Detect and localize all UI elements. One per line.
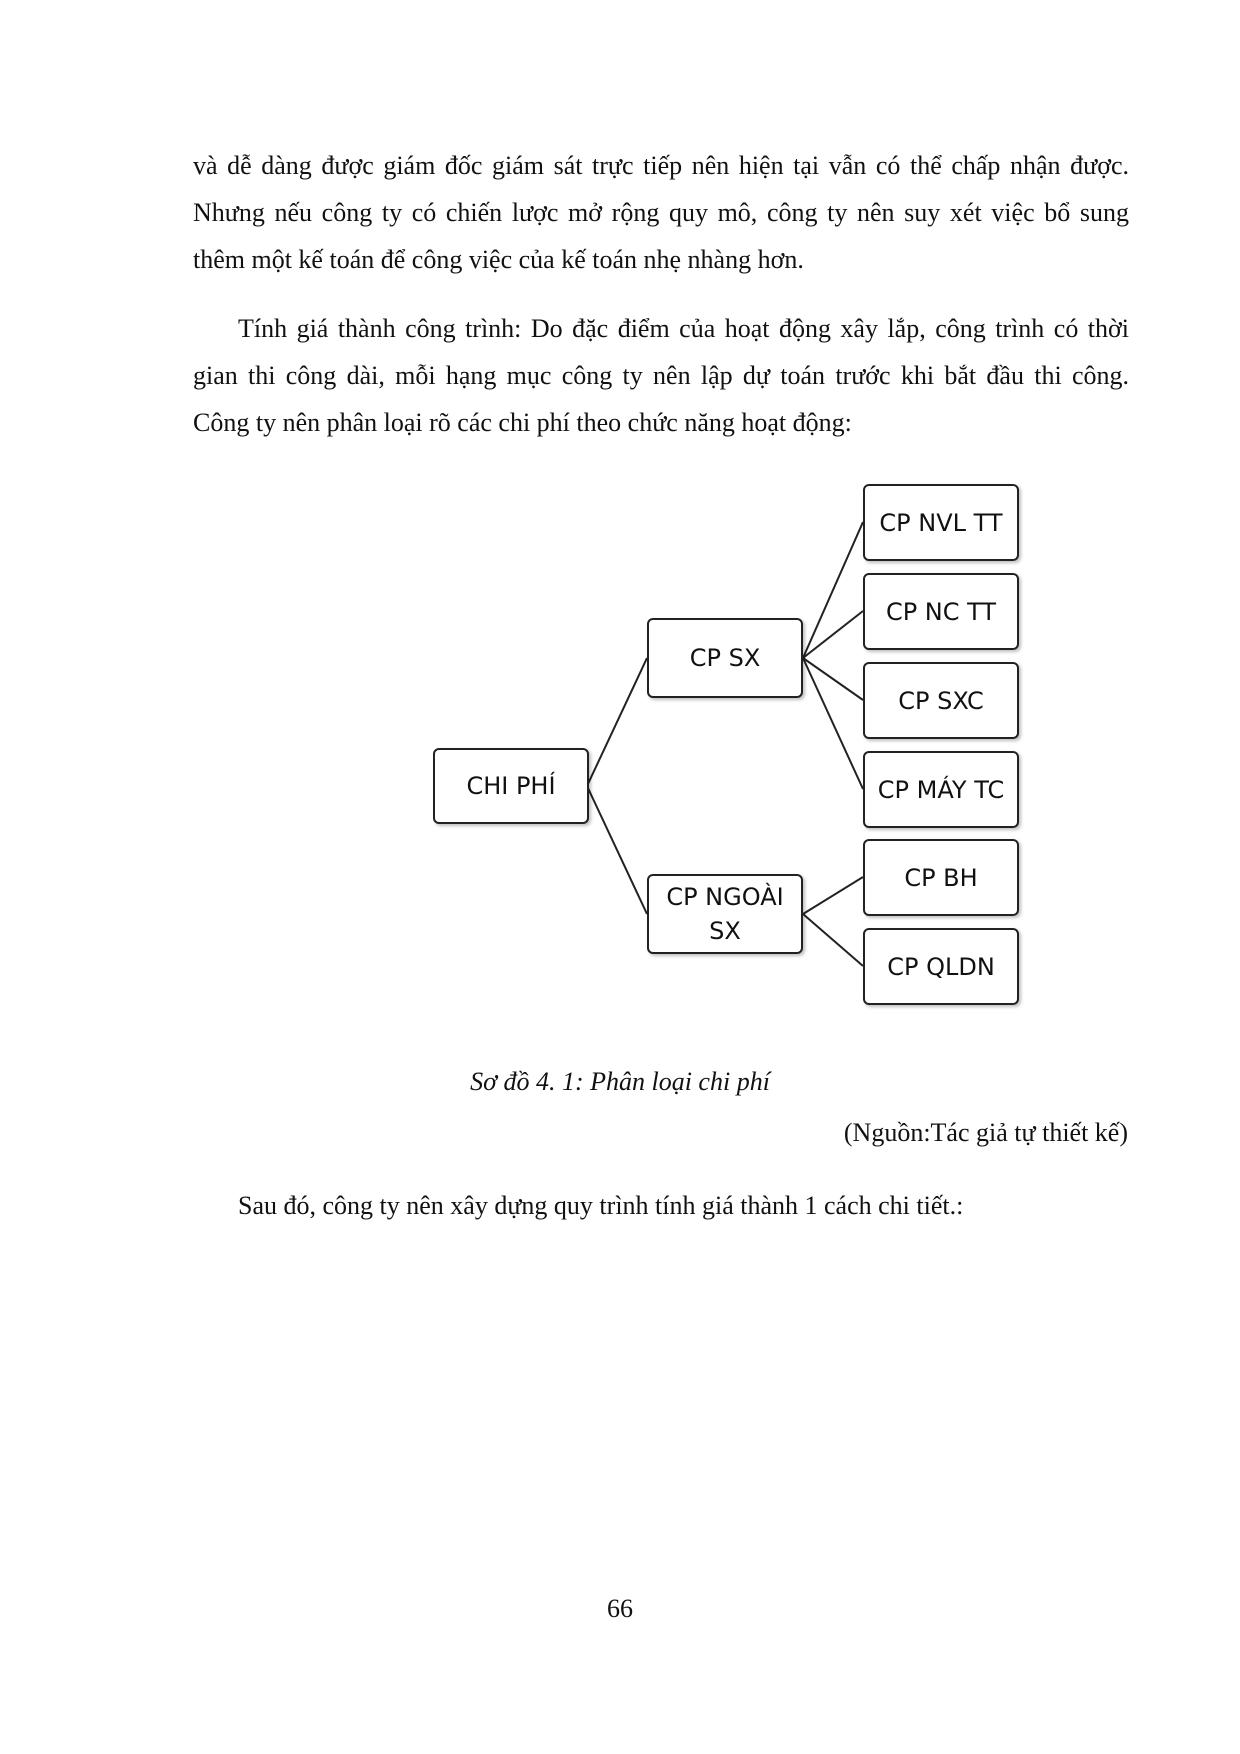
paragraph-cost-calculation (193, 305, 1129, 446)
node-chi-phi: CHI PHÍ (433, 748, 589, 824)
paragraph-accounting-staff (193, 142, 1129, 283)
node-cp-sx: CP SX (647, 618, 803, 698)
connector-line (587, 658, 647, 786)
paragraph-line: và dễ dàng được giám đốc giám sát trực tiếp nên hiện tại vẫn có thể chấp nhận được. (193, 151, 1129, 180)
node-cp-sxc: CP SXC (863, 662, 1019, 739)
node-cp-may-tc: CP MÁY TC (863, 751, 1019, 828)
connector-line (803, 611, 863, 658)
connector-line (803, 914, 863, 966)
paragraph-line: gian thi công dài, mỗi hạng mục công ty nên lập dự toán trước khi bắt đầu thi công. (193, 361, 1129, 390)
connector-line (803, 877, 863, 914)
connector-line (587, 786, 647, 914)
paragraph-next-step (193, 1182, 1129, 1229)
node-cp-nc-tt: CP NC TT (863, 573, 1019, 650)
node-cp-bh: CP BH (863, 839, 1019, 916)
node-cp-qldn: CP QLDN (863, 928, 1019, 1005)
figure-caption: Sơ đồ 4. 1: Phân loại chi phí (470, 1067, 770, 1096)
figure-source: (Nguồn:Tác giả tự thiết kế) (843, 1118, 1128, 1147)
page-number: 66 (607, 1594, 633, 1623)
connector-line (803, 658, 863, 789)
paragraph-line: Tính giá thành công trình: Do đặc điểm của hoạt động xây lắp, công trình có thời (238, 314, 1129, 343)
paragraph-line: Sau đó, công ty nên xây dựng quy trình tính giá thành 1 cách chi tiết.: (238, 1191, 964, 1220)
paragraph-line: Công ty nên phân loại rõ các chi phí theo chức năng hoạt động: (193, 408, 852, 437)
cost-classification-diagram (430, 480, 1040, 1020)
connector-line (803, 522, 863, 658)
paragraph-line: thêm một kế toán để công việc của kế toán nhẹ nhàng hơn. (193, 245, 804, 274)
node-cp-ngoai-sx: CP NGOÀI SX (647, 874, 803, 954)
node-cp-nvl-tt: CP NVL TT (863, 484, 1019, 561)
paragraph-line: Nhưng nếu công ty có chiến lược mở rộng quy mô, công ty nên suy xét việc bổ sung (193, 198, 1129, 227)
